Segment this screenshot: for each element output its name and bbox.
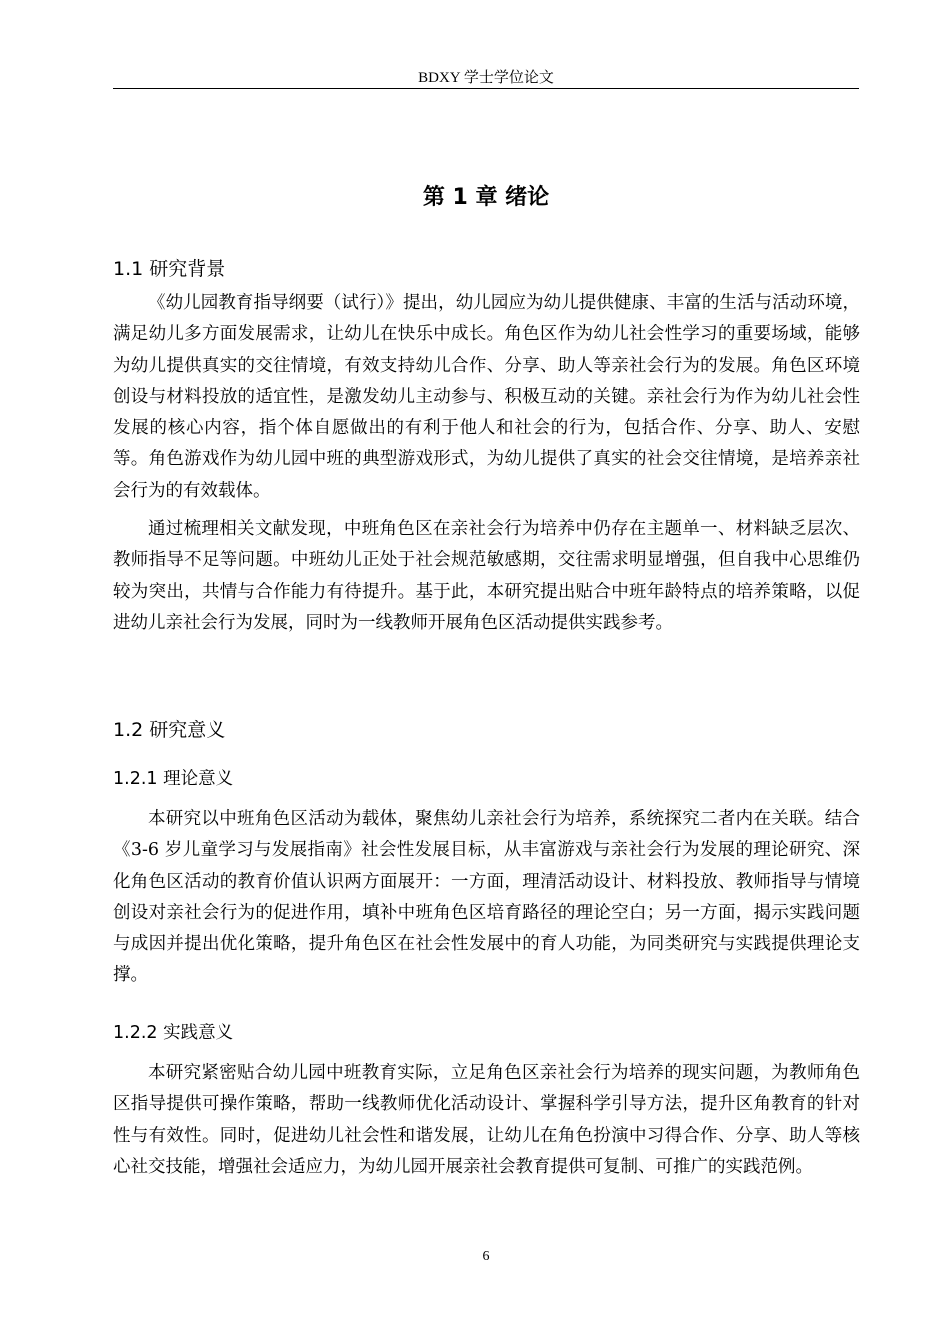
section-heading-1-1: 1.1 研究背景 [113, 258, 226, 280]
paragraph-background-1: 《幼儿园教育指导纲要（试行）》提出，幼儿园应为幼儿提供健康、丰富的生活与活动环境，满足幼儿多方面发展需求，让幼儿在快乐中成长。角色区作为幼儿社会性学习的重要场域，能够为幼儿提供真实的交往情境，有效支持幼儿合作、分享、助人等亲社会行为的发展。角色区环境创设与材料投放的适宜性，是激发幼儿主动参与、积极互动的关键。亲社会行为作为幼儿社会性发展的核心内容，指个体自愿做出的有利于他人和社会的行为，包括合作、分享、助人、安慰等。角色游戏作为幼儿园中班的典型游戏形式，为幼儿提供了真实的社会交往情境，是培养亲社会行为的有效载体。 [113, 293, 860, 501]
running-header: BDXY 学士学位论文 [418, 70, 554, 86]
section-heading-1-2: 1.2 研究意义 [113, 719, 226, 741]
paragraph-theoretical-significance: 本研究以中班角色区活动为载体，聚焦幼儿亲社会行为培养，系统探究二者内在关联。结合《3-6 岁儿童学习与发展指南》社会性发展目标，从丰富游戏与亲社会行为发展的理论研究、深化角色区活动的教育价值认识两方面展开：一方面，理清活动设计、材料投放、教师指导与情境创设对亲社会行为的促进作用，填补中班角色区培育路径的理论空白；另一方面，揭示实践问题与成因并提出优化策略，提升角色区在社会性发展中的育人功能，为同类研究与实践提供理论支撑。 [113, 809, 860, 986]
chapter-title: 第 1 章 绪论 [422, 185, 550, 210]
header-rule [113, 88, 859, 89]
paragraph-background-2: 通过梳理相关文献发现，中班角色区在亲社会行为培养中仍存在主题单一、材料缺乏层次、教师指导不足等问题。中班幼儿正处于社会规范敏感期，交往需求明显增强，但自我中心思维仍较为突出，共情与合作能力有待提升。基于此，本研究提出贴合中班年龄特点的培养策略，以促进幼儿亲社会行为发展，同时为一线教师开展角色区活动提供实践参考。 [113, 519, 860, 633]
page-number: 6 [482, 1249, 490, 1264]
subsection-heading-1-2-2: 1.2.2 实践意义 [113, 1023, 234, 1043]
paragraph-practical-significance: 本研究紧密贴合幼儿园中班教育实际，立足角色区亲社会行为培养的现实问题，为教师角色区指导提供可操作策略，帮助一线教师优化活动设计、掌握科学引导方法，提升区角教育的针对性与有效性。同时，促进幼儿社会性和谐发展，让幼儿在角色扮演中习得合作、分享、助人等核心社交技能，增强社会适应力，为幼儿园开展亲社会教育提供可复制、可推广的实践范例。 [113, 1063, 860, 1177]
subsection-heading-1-2-1: 1.2.1 理论意义 [113, 769, 234, 789]
